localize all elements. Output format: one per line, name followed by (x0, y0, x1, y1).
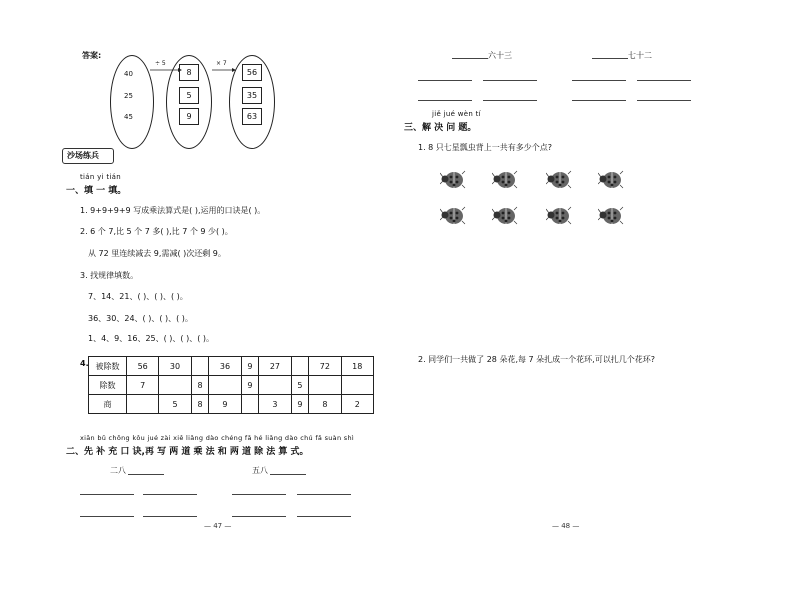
mnemonic-3: 六十三 (488, 51, 512, 60)
table-cell: 36 (209, 357, 241, 376)
sequence-1: 7、14、21、( )、( )、( )。 (88, 292, 188, 301)
table-cell (309, 376, 341, 395)
table-row (89, 376, 374, 395)
table-cell (127, 395, 159, 414)
question-2a: 2. 6 个 7,比 5 个 7 多( ),比 7 个 9 少( )。 (80, 227, 233, 236)
table-cell: 2 (341, 395, 373, 414)
answer-line (80, 494, 134, 495)
diagram-value: 45 (124, 113, 133, 121)
ladybug-icon (492, 204, 518, 226)
table-cell: 9 (241, 357, 259, 376)
answer-line (297, 516, 351, 517)
ladybug-icon (546, 168, 572, 190)
answer-line (143, 494, 197, 495)
table-cell: 商 (89, 395, 127, 414)
diagram-value: 40 (124, 70, 133, 78)
mnemonic-1: 二八 (110, 466, 126, 475)
diagram-box: 63 (242, 108, 262, 125)
question-3: 3. 找规律填数。 (80, 271, 139, 280)
ladybug-icon (598, 204, 624, 226)
table-cell: 8 (191, 376, 209, 395)
ladybug-icon (440, 168, 466, 190)
answer-line (483, 80, 537, 81)
problem-1: 1. 8 只七星瓢虫背上一共有多少个点? (418, 143, 553, 152)
ladybug-icon (440, 204, 466, 226)
table-cell: 8 (191, 395, 209, 414)
table-cell: 除数 (89, 376, 127, 395)
divide-operator: ÷ 5 (155, 60, 166, 67)
table-cell (341, 376, 373, 395)
table-row (89, 357, 374, 376)
answer-line (592, 58, 628, 59)
diagram-box: 35 (242, 87, 262, 104)
answer-line (128, 474, 164, 475)
answer-line (418, 80, 472, 81)
section-2-pinyin: xiān bǔ chōng kǒu jué zài xiě liǎng dào chéng fǎ hé liǎng dào chú fǎ suàn shì (80, 434, 354, 442)
table-cell (191, 357, 209, 376)
section-3-pinyin: jiě jué wèn tí (432, 110, 481, 118)
diagram-box: 5 (179, 87, 199, 104)
question-1: 1. 9+9+9+9 写成乘法算式是( ),运用的口诀是( )。 (80, 206, 266, 215)
section-badge-label: 沙场练兵 (67, 151, 99, 160)
answer-line (143, 516, 197, 517)
table-cell: 9 (291, 395, 309, 414)
answer-label: 答案: (82, 51, 102, 60)
answer-line (297, 494, 351, 495)
table-cell: 30 (159, 357, 191, 376)
multiply-operator: × 7 (216, 60, 227, 67)
ladybug-icon (546, 204, 572, 226)
diagram-box: 56 (242, 64, 262, 81)
table-cell (259, 376, 291, 395)
diagram-box: 8 (179, 64, 199, 81)
section-3-title: 三、解 决 问 题。 (404, 123, 477, 133)
sequence-3: 1、4、9、16、25、( )、( )、( )。 (88, 334, 214, 343)
division-table (88, 356, 374, 414)
answer-line (637, 100, 691, 101)
table-cell (159, 376, 191, 395)
table-cell: 7 (127, 376, 159, 395)
problem-2: 2. 同学们一共做了 28 朵花,每 7 朵扎成一个花环,可以扎几个花环? (418, 355, 655, 364)
table-cell: 8 (309, 395, 341, 414)
diagram-value: 25 (124, 92, 133, 100)
table-cell (209, 376, 241, 395)
table-cell: 3 (259, 395, 291, 414)
answer-line (232, 516, 286, 517)
page-number-left: — 47 — (204, 522, 232, 530)
table-cell: 9 (241, 376, 259, 395)
answer-line (452, 58, 488, 59)
answer-line (418, 100, 472, 101)
mnemonic-4: 七十二 (628, 51, 652, 60)
table-cell: 5 (159, 395, 191, 414)
answer-line (483, 100, 537, 101)
sequence-2: 36、30、24、( )、( )、( )。 (88, 314, 193, 323)
table-row (89, 395, 374, 414)
answer-line (232, 494, 286, 495)
table-cell: 56 (127, 357, 159, 376)
mnemonic-2: 五八 (252, 466, 268, 475)
answer-line (637, 80, 691, 81)
table-cell: 5 (291, 376, 309, 395)
table-cell (241, 395, 259, 414)
answer-line (572, 80, 626, 81)
table-cell: 被除数 (89, 357, 127, 376)
question-4-label: 4. (80, 359, 89, 368)
section-1-title: 一、填 一 填。 (66, 186, 127, 196)
answer-line (270, 474, 306, 475)
answer-line (572, 100, 626, 101)
section-1-pinyin: tián yi tián (80, 173, 121, 181)
answer-line (80, 516, 134, 517)
ladybug-icon (492, 168, 518, 190)
page-number-right: — 48 — (552, 522, 580, 530)
ladybug-icon (598, 168, 624, 190)
table-cell: 72 (309, 357, 341, 376)
table-cell: 18 (341, 357, 373, 376)
table-cell: 27 (259, 357, 291, 376)
section-2-title: 二、先 补 充 口 诀,再 写 两 道 乘 法 和 两 道 除 法 算 式。 (66, 447, 309, 457)
diagram-box: 9 (179, 108, 199, 125)
table-cell: 9 (209, 395, 241, 414)
table-cell (291, 357, 309, 376)
question-2b: 从 72 里连续减去 9,需减( )次还剩 9。 (88, 249, 226, 258)
